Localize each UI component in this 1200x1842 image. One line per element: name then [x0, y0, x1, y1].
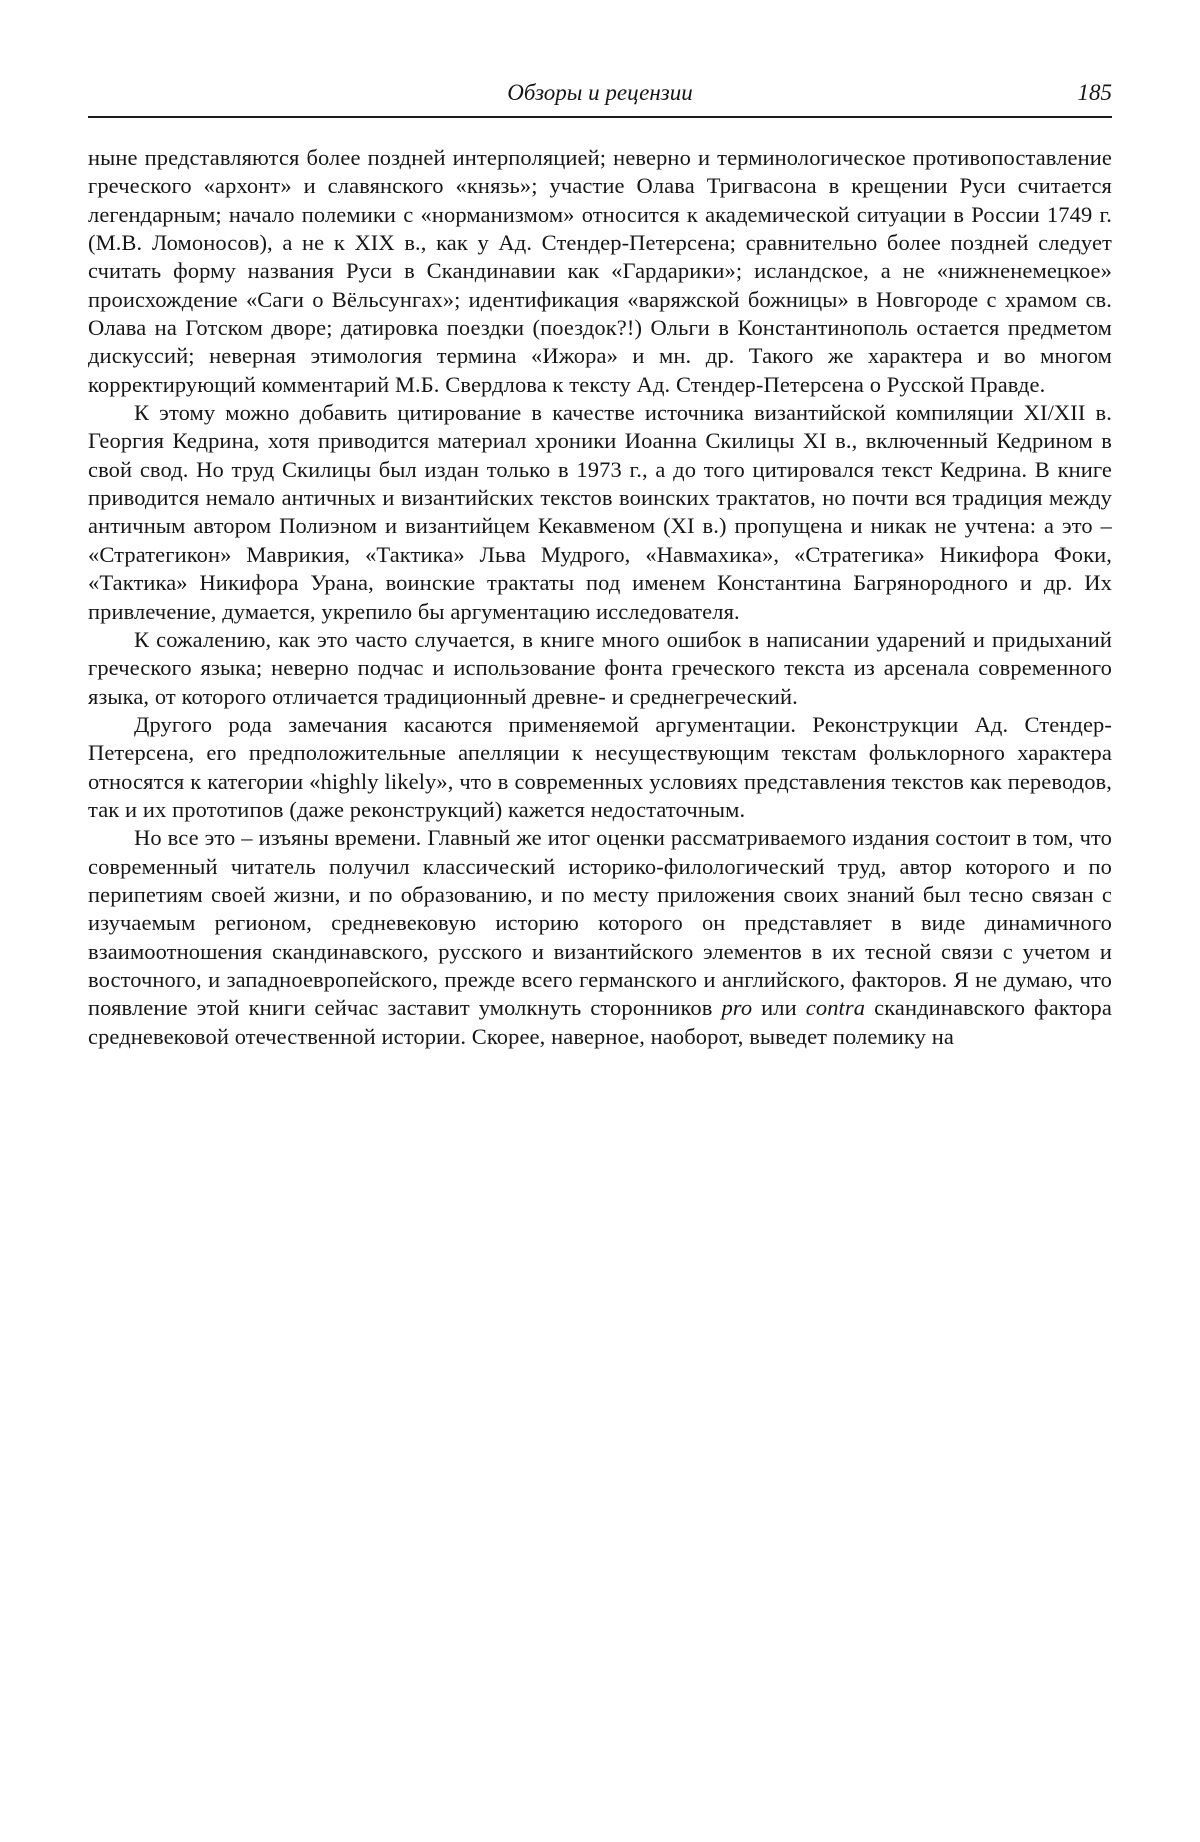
text-segment: К этому можно добавить цитирование в качестве источника византийской компиляции XI/XII в. Георгия Кедрина, хотя приводится материал хроники Иоанна Скилицы XI в., включенный Кедрином в свой свод. Но труд Скилицы был издан только в 1973 г., а до того цитировался текст Кедрина. В книге приводится немало античных и византийских текстов воинских трактатов, но почти вся традиция между античным автором Полиэном и византийцем Кекавменом (XI в.) пропущена и никак не учтена: а это – «Стратегикон» Маврикия, «Тактика» Льва Мудрого, «Навмахика», «Стратегика» Никифора Фоки, «Тактика» Никифора Урана, воинские трактаты под именем Константина Багрянородного и др. Их привлечение, думается, укрепило бы аргументацию исследователя. — [88, 400, 1112, 624]
paragraph — [88, 824, 1112, 1051]
paragraph — [88, 399, 1112, 626]
text-segment: К сожалению, как это часто случается, в книге много ошибок в написании ударений и придыханий греческого языка; неверно подчас и использование фонта греческого текста из арсенала современного языка, от которого отличается традиционный древне- и среднегреческий. — [88, 626, 1112, 709]
paragraph — [88, 626, 1112, 711]
running-head-title: Обзоры и рецензии — [507, 80, 693, 105]
text-segment: или — [752, 995, 806, 1021]
text-segment: ныне представляются более поздней интерполяцией; неверно и терминологическое противопоставление греческого «архонт» и славянского «князь»; участие Олава Тригвасона в крещении Руси считается легендарным; начало полемики с «норманизмом» относится к академической ситуации в России 1749 г. (М.В. Ломоносов), а не к XIX в., как у Ад. Стендер-Петерсена; сравнительно более поздней следует считать форму названия Руси в Скандинавии как «Гардарики»; исландское, а не «нижненемецкое» происхождение «Саги о Вёльсунгах»; идентификация «варяжской божницы» в Новгороде с храмом св. Олава на Готском дворе; датировка поездки (поездок?!) Ольги в Константинополь остается предметом дискуссий; неверная этимология термина «Ижора» и мн. др. Такого же характера и во многом корректирующий комментарий М.Б. Свердлова к тексту Ад. Стендер-Петерсена о Русской Правде. — [88, 145, 1112, 397]
italic-text-segment: pro — [721, 995, 753, 1021]
page-number: 185 — [1077, 80, 1112, 105]
page-header — [88, 78, 1112, 108]
text-segment: скандинавского фактора средневековой отечественной истории. Скорее, наверное, наоборот, выведет полемику на — [88, 995, 1112, 1049]
text-segment: Другого рода замечания касаются применяемой аргументации. Реконструкции Ад. Стендер-Петерсена, его предположительные апелляции к несуществующим текстам фольклорного характера относятся к категории «highly likely», что в современных условиях представления текстов как переводов, так и их прототипов (даже реконструкций) кажется недостаточным. — [88, 711, 1112, 822]
header-rule — [88, 116, 1112, 118]
paragraph — [88, 144, 1112, 399]
italic-text-segment: contra — [805, 995, 866, 1021]
text-segment: Но все это – изъяны времени. Главный же итог оценки рассматриваемого издания состоит в том, что современный читатель получил классический историко-филологический труд, автор которого и по перипетиям своей жизни, и по образованию, и по месту приложения своих знаний был тесно связан с изучаемым регионом, средневековую историю которого он представляет в виде динамичного взаимоотношения скандинавского, русского и византийского элементов в их тесной связи с учетом и восточного, и западноевропейского, прежде всего германского и английского, факторов. Я не думаю, что появление этой книги сейчас заставит умолкнуть сторонников — [88, 825, 1112, 1021]
paragraph — [88, 711, 1112, 824]
body-text — [88, 144, 1112, 1051]
